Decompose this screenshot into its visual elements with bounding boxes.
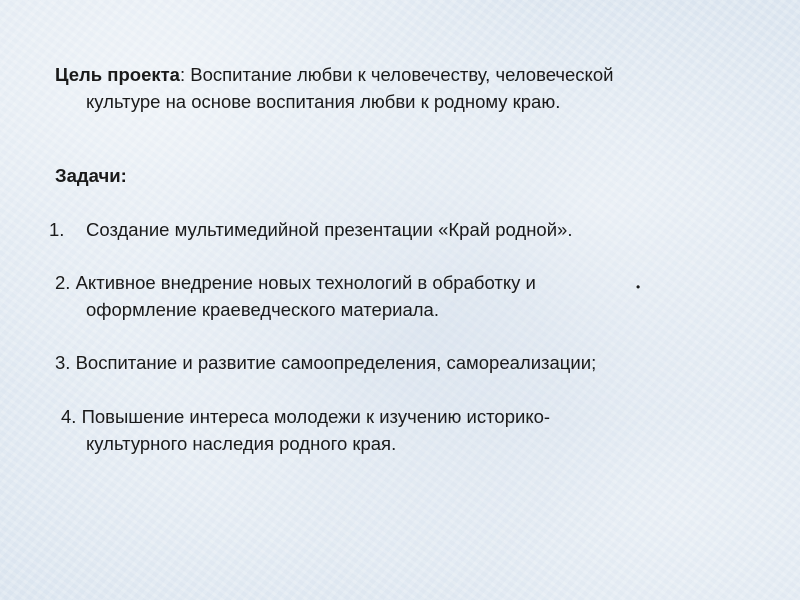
task-text: Повышение интереса молодежи к изучению историко- [81,406,551,427]
goal-separator: : [179,64,191,85]
task-item-2-line-2 [86,299,439,321]
task-item-2 [55,272,536,294]
task-item-1-text [86,219,572,241]
task-item-4 [61,406,550,428]
task-number: 3. [55,352,71,373]
bullet-icon: • [636,280,641,294]
task-text: оформление краеведческого материала. [86,299,439,320]
task-item-4-line-2 [86,433,396,455]
task-text: Создание мультимедийной презентации «Край родной». [86,219,573,240]
goal-text-line-2: культуре на основе воспитания любви к родному краю. [86,91,561,112]
task-text: культурного наследия родного края. [86,433,397,454]
task-item-1 [49,219,64,241]
task-number: 2. [55,272,71,293]
task-number: 4. [61,406,77,427]
goal-line-2 [86,91,560,113]
goal-text-line-1: Воспитание любви к человечеству, человеческой [190,64,614,85]
goal-line-1 [55,64,613,86]
task-text: Активное внедрение новых технологий в обработку и [75,272,536,293]
task-item-3 [55,352,596,374]
tasks-heading: Задачи: [55,165,127,186]
goal-label: Цель проекта [55,64,180,85]
task-text: Воспитание и развитие самоопределения, самореализации; [75,352,597,373]
task-number: 1. [49,219,65,240]
